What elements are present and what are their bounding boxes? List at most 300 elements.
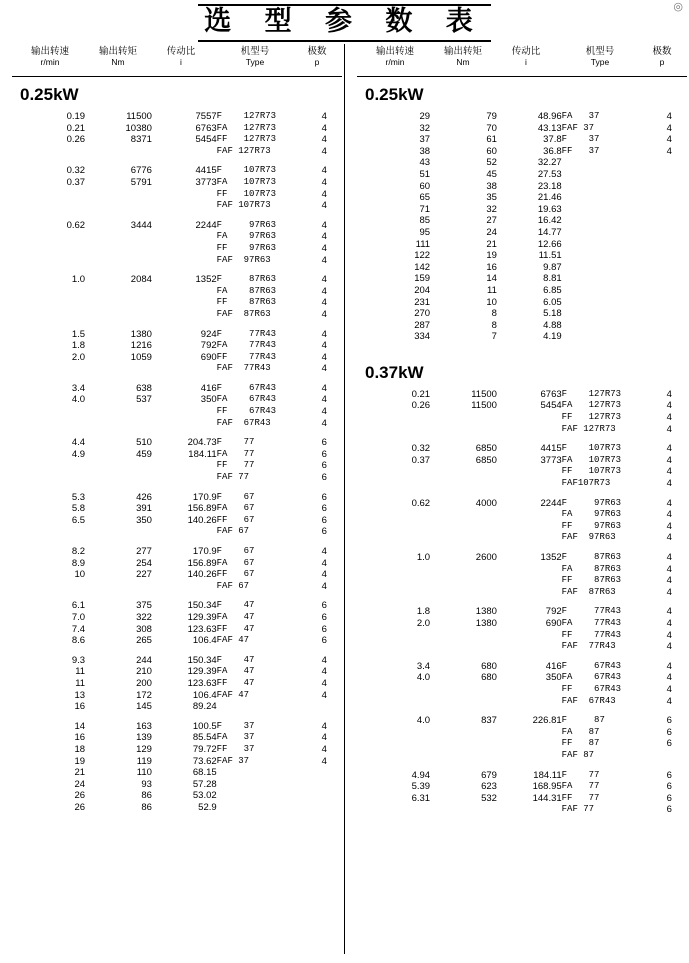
table-row — [357, 715, 687, 727]
cell-speed: 8.2 — [71, 546, 86, 557]
table-row — [357, 552, 687, 564]
cell-type: FA 77 — [216, 448, 255, 459]
cell-poles: 4 — [666, 660, 672, 672]
cell-speed: 21 — [74, 767, 86, 779]
cell-speed: 111 — [415, 238, 431, 250]
cell-type: F 67R43 — [216, 382, 277, 393]
cell-speed — [357, 564, 430, 576]
cell-torque: 638 — [136, 382, 152, 394]
row-gap — [357, 707, 687, 715]
cell-ratio: 9.87 — [543, 261, 562, 273]
table-row — [12, 756, 342, 768]
cell-torque: 145 — [136, 701, 152, 713]
cell-ratio: 68.15 — [192, 767, 217, 779]
cell-speed: 7.4 — [71, 623, 86, 635]
cell-torque — [85, 363, 152, 375]
cell-torque — [430, 532, 497, 544]
cell-poles: 4 — [666, 509, 672, 521]
table-row — [357, 455, 687, 467]
cell-torque: 322 — [136, 611, 152, 623]
cell-ratio: 8.81 — [543, 273, 562, 285]
cell-type: FF 37 — [561, 145, 600, 156]
table-row — [357, 273, 687, 285]
header-poles: 极数 p — [307, 46, 327, 67]
cell-speed — [12, 243, 85, 255]
cell-ratio: 350 — [200, 394, 217, 406]
cell-torque: 200 — [136, 677, 152, 689]
table-row — [357, 111, 687, 123]
cell-poles — [651, 331, 687, 343]
cell-torque: 60 — [486, 145, 497, 157]
cell-speed: 270 — [414, 308, 431, 320]
cell-type: FAF 77 — [216, 472, 250, 483]
table-row — [12, 701, 342, 713]
cell-type: FAF 87R63 — [216, 308, 271, 319]
cell-ratio: 4415 — [195, 165, 217, 177]
cell-ratio: 21.46 — [537, 192, 562, 204]
cell-ratio: 27.53 — [537, 168, 562, 180]
cell-type: FAF 77 — [561, 804, 595, 815]
cell-poles — [651, 157, 687, 169]
cell-poles: 6 — [321, 635, 327, 647]
cell-type: FAF 127R73 — [561, 423, 616, 434]
cell-torque: 2600 — [475, 552, 497, 563]
table-row — [357, 239, 687, 251]
cell-torque: 265 — [136, 635, 152, 647]
table-row — [357, 618, 687, 630]
cell-type: FAF 97R63 — [216, 254, 271, 265]
cell-torque: 2084 — [130, 274, 152, 286]
cell-type: FF 67 — [216, 514, 255, 525]
cell-type: FA 67R43 — [561, 672, 622, 683]
left-data-table — [12, 111, 342, 813]
cell-type: FAF 97R63 — [561, 532, 616, 543]
section-title-left-025kw: 0.25kW — [20, 85, 79, 104]
cell-ratio — [497, 424, 562, 436]
cell-torque: 110 — [136, 767, 152, 779]
cell-ratio: 19.63 — [537, 203, 562, 215]
table-row — [357, 169, 687, 181]
cell-type: FAF 67 — [216, 526, 250, 537]
table-row — [357, 696, 687, 708]
cell-ratio — [497, 532, 562, 544]
cell-type: F 97R63 — [216, 219, 277, 230]
cell-torque: 4000 — [475, 497, 497, 509]
cell-type: FAF 77R43 — [216, 363, 271, 374]
cell-type: FF 77R43 — [216, 351, 277, 362]
cell-ratio: 79.72 — [192, 743, 217, 755]
cell-type: F 37 — [216, 720, 255, 731]
cell-type: F 37 — [561, 134, 600, 145]
cell-torque: 35 — [486, 192, 497, 204]
cell-torque: 61 — [486, 134, 497, 146]
cell-torque: 227 — [136, 569, 152, 581]
cell-speed: 1.8 — [416, 606, 431, 618]
cell-type: F 107R73 — [561, 443, 622, 454]
cell-type — [562, 204, 652, 216]
cell-type: FF 77 — [216, 460, 255, 471]
cell-speed: 231 — [414, 296, 431, 308]
cell-type: F 87 — [561, 715, 605, 726]
table-row — [12, 492, 342, 504]
cell-type: F 87R63 — [216, 274, 277, 285]
table-row — [12, 177, 342, 189]
table-row — [357, 443, 687, 455]
table-row — [12, 286, 342, 298]
table-row — [357, 134, 687, 146]
table-row — [357, 498, 687, 510]
cell-ratio: 1352 — [540, 552, 562, 563]
row-gap — [357, 435, 687, 443]
cell-torque — [430, 521, 497, 533]
cell-type: FA 97R63 — [216, 231, 277, 242]
cell-type: F 127R73 — [561, 388, 622, 399]
cell-poles: 4 — [321, 328, 327, 340]
cell-poles — [651, 204, 687, 216]
cell-poles — [651, 262, 687, 274]
cell-ratio: 350 — [545, 672, 562, 684]
cell-type: F 87R63 — [561, 552, 622, 562]
cell-ratio: 4.88 — [543, 319, 562, 331]
cell-speed: 37 — [419, 134, 431, 146]
cell-type: FA 67 — [216, 557, 255, 568]
cell-ratio: 1352 — [195, 274, 217, 286]
cell-ratio — [497, 564, 562, 576]
cell-poles — [306, 701, 342, 713]
cell-torque: 1380 — [475, 617, 497, 629]
row-gap — [357, 598, 687, 606]
cell-torque — [85, 231, 152, 243]
cell-speed — [12, 526, 85, 538]
section-title-right-025kw: 0.25kW — [365, 85, 424, 104]
table-row — [357, 297, 687, 309]
cell-ratio: 23.18 — [537, 180, 562, 192]
cell-ratio: 12.66 — [537, 238, 562, 250]
cell-poles: 4 — [666, 641, 672, 653]
cell-poles — [651, 320, 687, 332]
cell-poles: 6 — [321, 623, 327, 635]
cell-poles: 4 — [321, 134, 327, 146]
cell-poles: 4 — [321, 297, 327, 309]
cell-ratio — [497, 509, 562, 521]
cell-ratio: 204.73 — [187, 437, 217, 449]
cell-speed: 1.0 — [71, 274, 86, 286]
table-row — [12, 666, 342, 678]
cell-ratio: 11.51 — [538, 250, 562, 262]
cell-speed: 204 — [414, 284, 431, 296]
cell-ratio — [497, 727, 562, 739]
cell-ratio — [152, 460, 217, 472]
cell-speed: 4.9 — [71, 448, 86, 460]
cell-torque: 6776 — [130, 165, 152, 177]
cell-speed — [357, 575, 430, 587]
table-row — [12, 231, 342, 243]
cell-speed: 65 — [419, 192, 431, 204]
cell-poles: 4 — [321, 689, 327, 701]
cell-poles: 4 — [321, 666, 327, 678]
cell-poles: 4 — [321, 417, 327, 429]
cell-torque — [430, 727, 497, 739]
cell-speed: 0.62 — [66, 219, 86, 231]
cell-poles: 4 — [321, 242, 327, 254]
cell-poles: 4 — [321, 654, 327, 666]
cell-speed: 5.3 — [71, 491, 86, 503]
cell-type — [562, 181, 652, 193]
cell-speed — [357, 587, 430, 599]
table-row — [12, 472, 342, 484]
cell-speed: 29 — [419, 111, 431, 122]
cell-torque: 1216 — [130, 340, 152, 352]
cell-poles: 6 — [321, 448, 327, 460]
cell-poles: 4 — [321, 569, 327, 581]
cell-type: FAF 47 — [216, 689, 250, 700]
cell-torque: 163 — [136, 720, 152, 732]
row-gap — [357, 544, 687, 552]
cell-torque: 679 — [481, 769, 497, 781]
cell-torque: 623 — [481, 781, 497, 793]
table-row — [357, 412, 687, 424]
table-row — [12, 569, 342, 581]
cell-type: FA 47 — [216, 666, 255, 677]
cell-poles — [651, 239, 687, 251]
cell-poles: 6 — [321, 491, 327, 503]
cell-speed: 0.37 — [66, 176, 86, 188]
cell-poles: 4 — [321, 382, 327, 394]
cell-poles: 6 — [321, 611, 327, 623]
cell-torque: 19 — [486, 250, 497, 262]
cell-type: FAF 87R63 — [561, 586, 616, 597]
cell-torque — [430, 696, 497, 708]
table-row — [357, 331, 687, 343]
cell-type: FAF 37 — [561, 122, 595, 133]
cell-speed: 159 — [414, 273, 431, 285]
cell-speed: 122 — [414, 250, 431, 262]
table-row — [12, 111, 342, 123]
table-row — [12, 546, 342, 558]
cell-poles — [651, 250, 687, 262]
cell-speed — [12, 286, 85, 298]
cell-torque — [430, 466, 497, 478]
cell-poles: 6 — [666, 738, 672, 750]
cell-ratio: 32.27 — [537, 157, 562, 169]
cell-type: FF 67R43 — [561, 683, 622, 694]
header-output-speed: 输出转速 r/min — [30, 46, 69, 67]
cell-torque: 6850 — [475, 454, 497, 466]
table-row — [357, 575, 687, 587]
cell-torque: 426 — [136, 491, 152, 503]
cell-poles: 4 — [321, 557, 327, 569]
cell-speed: 18 — [74, 743, 86, 755]
cell-ratio: 150.34 — [187, 654, 217, 666]
cell-torque: 139 — [136, 732, 152, 744]
column-divider — [344, 44, 345, 954]
cell-speed — [357, 509, 430, 521]
cell-speed: 85 — [419, 215, 431, 227]
cell-poles: 4 — [321, 285, 327, 297]
cell-type: FF 87 — [561, 738, 600, 749]
cell-ratio: 3773 — [540, 454, 562, 466]
cell-poles: 6 — [666, 792, 672, 804]
cell-speed — [12, 406, 85, 418]
table-row — [357, 308, 687, 320]
table-row — [12, 526, 342, 538]
cell-torque: 70 — [486, 122, 497, 134]
cell-poles: 4 — [666, 629, 672, 641]
cell-ratio: 6763 — [195, 122, 217, 134]
cell-ratio — [152, 286, 217, 298]
cell-ratio: 52.9 — [198, 801, 217, 813]
cell-poles — [306, 767, 342, 779]
cell-torque — [430, 509, 497, 521]
cell-speed: 1.5 — [71, 328, 86, 340]
cell-poles: 4 — [666, 400, 672, 412]
table-row — [12, 732, 342, 744]
cell-poles: 4 — [321, 176, 327, 188]
cell-torque: 79 — [486, 111, 497, 122]
cell-poles: 6 — [666, 715, 672, 727]
cell-speed: 1.0 — [416, 552, 431, 563]
cell-poles: 4 — [321, 165, 327, 177]
header-output-torque: 输出转矩 Nm — [98, 46, 137, 67]
cell-type — [217, 779, 307, 791]
cell-speed — [12, 231, 85, 243]
cell-poles: 4 — [666, 497, 672, 509]
cell-type: FA 87R63 — [561, 563, 622, 574]
table-row — [357, 424, 687, 436]
cell-poles: 4 — [321, 122, 327, 134]
cell-ratio — [497, 684, 562, 696]
cell-ratio: 184.11 — [533, 769, 562, 781]
row-gap — [357, 653, 687, 661]
cell-torque: 86 — [141, 790, 152, 802]
cell-speed: 10 — [74, 569, 86, 581]
cell-poles: 4 — [666, 586, 672, 598]
cell-ratio — [152, 472, 217, 484]
cell-poles: 4 — [666, 412, 672, 424]
cell-torque — [85, 406, 152, 418]
cell-poles: 4 — [666, 532, 672, 544]
table-row — [12, 146, 342, 158]
cell-speed: 5.39 — [411, 781, 431, 793]
table-row — [357, 478, 687, 490]
table-row — [12, 418, 342, 430]
cell-poles: 6 — [321, 526, 327, 538]
cell-speed — [357, 478, 430, 490]
table-row — [12, 744, 342, 756]
cell-type: FAF107R73 — [561, 478, 611, 489]
cell-ratio: 3773 — [195, 176, 217, 188]
cell-ratio: 168.95 — [532, 781, 562, 793]
cell-poles: 4 — [666, 575, 672, 587]
cell-speed: 11 — [75, 677, 86, 689]
cell-poles: 4 — [666, 520, 672, 532]
cell-type: F 107R73 — [216, 165, 277, 176]
table-row — [357, 727, 687, 739]
cell-type: F 97R63 — [561, 497, 622, 508]
row-gap — [12, 375, 342, 383]
cell-poles: 6 — [321, 503, 327, 515]
cell-poles: 4 — [321, 406, 327, 418]
cell-type: FF 47 — [216, 623, 255, 634]
cell-ratio: 792 — [200, 340, 217, 352]
cell-torque — [85, 286, 152, 298]
cell-poles: 4 — [321, 732, 327, 744]
right-table-header — [357, 46, 687, 77]
cell-ratio: 226.81 — [532, 715, 562, 727]
cell-ratio: 140.26 — [187, 569, 217, 581]
cell-type — [217, 767, 307, 779]
table-row — [12, 165, 342, 177]
cell-torque — [85, 526, 152, 538]
cell-speed — [12, 255, 85, 267]
cell-poles — [651, 169, 687, 181]
table-row — [12, 460, 342, 472]
cell-speed: 16 — [74, 701, 86, 713]
cell-speed: 0.32 — [66, 165, 86, 177]
cell-type: FAF 127R73 — [216, 145, 271, 156]
cell-ratio — [152, 406, 217, 418]
cell-torque — [85, 460, 152, 472]
header-ratio: 传动比 i — [511, 46, 541, 67]
cell-type: FAF 77R43 — [561, 641, 616, 652]
cell-ratio — [152, 146, 217, 158]
cell-poles — [306, 802, 342, 814]
cell-speed: 3.4 — [71, 382, 86, 394]
cell-torque: 38 — [486, 180, 497, 192]
cell-speed: 14 — [74, 720, 86, 732]
table-row — [357, 750, 687, 762]
table-row — [357, 781, 687, 793]
cell-torque — [85, 309, 152, 321]
cell-ratio: 48.96 — [537, 111, 562, 122]
table-row — [357, 192, 687, 204]
cell-torque: 837 — [481, 715, 497, 727]
table-row — [357, 466, 687, 478]
cell-torque — [430, 575, 497, 587]
cell-type: FF 127R73 — [561, 412, 622, 423]
header-poles: 极数 p — [652, 46, 672, 67]
cell-ratio: 156.89 — [187, 503, 217, 515]
cell-poles: 4 — [321, 743, 327, 755]
cell-ratio — [497, 412, 562, 424]
cell-ratio: 5454 — [195, 134, 217, 146]
cell-speed: 0.32 — [411, 443, 431, 455]
cell-speed — [357, 630, 430, 642]
cell-speed: 2.0 — [71, 351, 86, 363]
table-row — [12, 406, 342, 418]
right-data-table-2 — [357, 389, 687, 816]
cell-ratio: 123.63 — [187, 623, 217, 635]
cell-poles: 4 — [321, 219, 327, 231]
table-row — [12, 200, 342, 212]
right-column — [357, 46, 687, 816]
cell-torque — [430, 478, 497, 490]
cell-torque: 14 — [486, 273, 497, 285]
cell-speed: 0.19 — [66, 111, 86, 122]
cell-type: FA 47 — [216, 611, 255, 622]
cell-type: FA 127R73 — [561, 400, 622, 411]
cell-torque: 3444 — [130, 219, 152, 231]
cell-type: FA 87 — [561, 726, 600, 737]
table-row — [357, 320, 687, 332]
cell-type: FA 77 — [561, 781, 600, 792]
cell-torque: 254 — [136, 557, 152, 569]
table-row — [357, 793, 687, 805]
cell-speed — [12, 146, 85, 158]
table-row — [12, 721, 342, 733]
cell-poles: 6 — [321, 437, 327, 449]
cell-poles — [651, 215, 687, 227]
